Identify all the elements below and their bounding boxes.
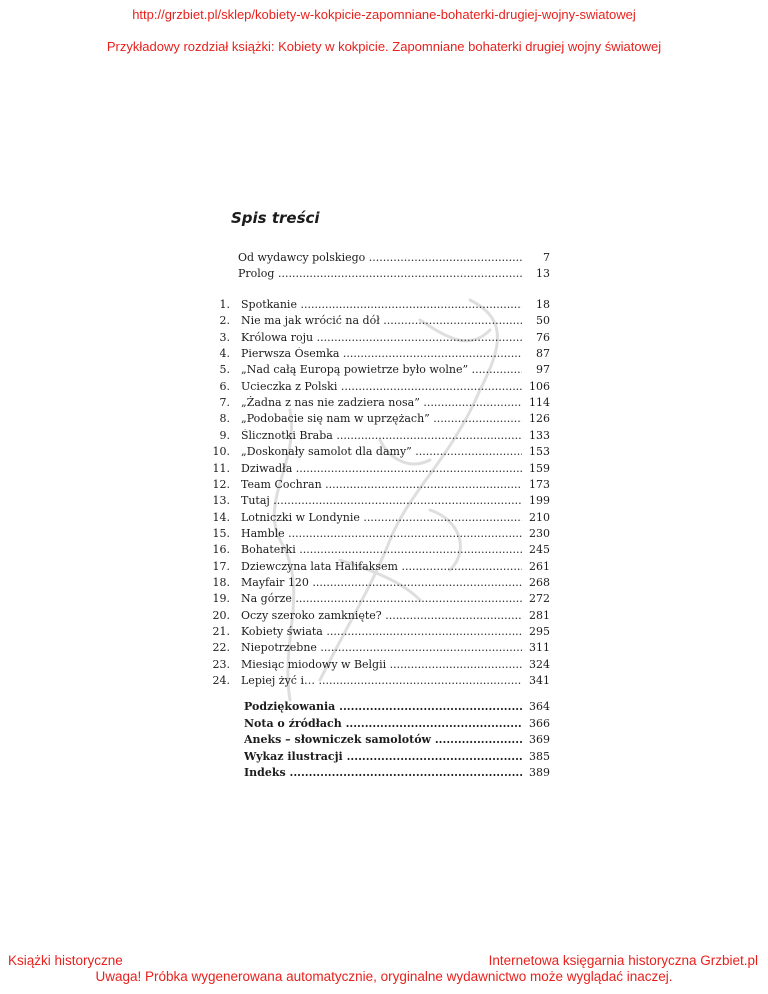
- footer-note: Uwaga! Próbka wygenerowana automatycznie, oryginalne wydawnictwo może wyglądać inaczej.: [95, 969, 673, 984]
- toc-entry-title: Bohaterki .....: [241, 543, 522, 557]
- toc-entry-title: „Żadna z nas nie zadziera nosa” .....: [241, 396, 522, 410]
- toc-entry-page: 126: [529, 412, 550, 426]
- toc-entry-page: 295: [529, 625, 550, 638]
- toc-entry-title: Nota o źródłach .....: [244, 717, 522, 731]
- toc-entry: [0, 267, 768, 281]
- toc-entry: [0, 717, 768, 731]
- toc-entry: [0, 380, 768, 394]
- toc-entry-page: 366: [529, 716, 550, 730]
- toc-entry-title: Miesiąc miodowy w Belgii .....: [241, 658, 522, 672]
- toc-entry-number: 3.: [219, 330, 230, 344]
- toc-entry: [0, 494, 768, 508]
- toc-entry-page: 106: [529, 379, 550, 393]
- sample-chapter-note: Przykładowy rozdział książki: Kobiety w kokpicie. Zapomniane bohaterki drugiej wojny światowej: [106, 39, 662, 54]
- toc-entry-title: Team Cochran .....: [241, 478, 522, 492]
- toc-entry: [0, 700, 768, 714]
- toc-entry: [0, 625, 768, 639]
- toc-entry-number: 22.: [212, 641, 230, 655]
- toc-entry: [0, 412, 768, 426]
- toc-entry: [0, 363, 768, 377]
- toc-entry-number: 11.: [212, 461, 230, 475]
- toc-entry-title: Dziwadła .....: [241, 462, 522, 476]
- toc-entry-title: „Doskonały samolot dla damy” .....: [241, 445, 522, 459]
- source-url: http://grzbiet.pl/sklep/kobiety-w-kokpicie-zapomniane-bohaterki-drugiej-wojny-swiatowej: [132, 7, 636, 22]
- toc-entry-number: 23.: [212, 657, 230, 671]
- toc-entry-page: 245: [529, 543, 550, 557]
- toc-entry: [0, 543, 768, 557]
- toc-entry-title: „Nad całą Europą powietrze było wolne” .....: [241, 363, 522, 377]
- toc-entry-number: 5.: [219, 363, 230, 377]
- toc-entry: [0, 445, 768, 459]
- toc-entry-page: 153: [529, 445, 550, 459]
- toc-entry-title: Ślicznotki Braba .....: [241, 429, 522, 443]
- toc-entry-page: 199: [529, 494, 550, 508]
- toc-entry-number: 17.: [212, 559, 230, 573]
- toc-entry-page: 272: [529, 592, 550, 606]
- toc-entry-page: 87: [536, 347, 550, 361]
- toc-entry-title: Mayfair 120 .....: [241, 576, 522, 590]
- toc-entry-title: Indeks .....: [244, 766, 522, 780]
- toc-entry: [0, 429, 768, 443]
- toc-entry-page: 311: [529, 641, 550, 655]
- toc-entry: [0, 314, 768, 328]
- toc-entry-number: 20.: [212, 608, 230, 622]
- toc-entry-number: 2.: [219, 314, 230, 328]
- toc-entry-page: 261: [529, 559, 550, 573]
- toc-entry-page: 159: [529, 461, 550, 475]
- toc-entry: [0, 674, 768, 688]
- toc-entry: [0, 331, 768, 345]
- toc-entry-title: Aneks – słowniczek samolotów .....: [244, 733, 522, 747]
- toc-entry-title: Lotniczki w Londynie .....: [241, 511, 522, 525]
- toc-entry-number: 24.: [212, 674, 230, 688]
- toc-entry: [0, 347, 768, 361]
- toc-entry: [0, 576, 768, 590]
- toc-entry: [0, 609, 768, 623]
- toc-entry-page: 13: [536, 267, 550, 280]
- toc-entry-title: Od wydawcy polskiego .....: [238, 251, 522, 265]
- toc-entry: [0, 462, 768, 476]
- toc-entry: [0, 733, 768, 747]
- toc-entry: [0, 641, 768, 655]
- toc-entry: [0, 658, 768, 672]
- toc-entry-page: 281: [529, 608, 550, 622]
- toc-entry-title: Podziękowania .....: [244, 700, 522, 714]
- toc-entry-page: 324: [529, 657, 550, 671]
- toc-entry-page: 97: [536, 363, 550, 377]
- toc-entry-page: 114: [529, 396, 550, 410]
- toc-entry-number: 12.: [212, 477, 230, 491]
- toc-entry-title: Królowa roju .....: [241, 331, 522, 345]
- toc-entry: [0, 511, 768, 525]
- toc-entry: [0, 527, 768, 541]
- toc-entry-title: Oczy szeroko zamknięte? .....: [241, 609, 522, 623]
- toc-entry-number: 4.: [219, 347, 230, 361]
- toc-title: Spis treści: [231, 209, 320, 227]
- toc-entry-page: 133: [529, 428, 550, 442]
- toc-entry: [0, 251, 768, 265]
- toc-entry-title: Tutaj .....: [241, 494, 522, 508]
- toc-entry-number: 14.: [212, 510, 230, 524]
- toc-entry-page: 385: [529, 749, 550, 763]
- toc-entry-number: 7.: [219, 396, 230, 410]
- toc-entry-title: Spotkanie .....: [241, 298, 522, 312]
- toc-entry-title: Pierwsza Ósemka .....: [241, 347, 522, 361]
- toc-entry: [0, 750, 768, 764]
- footer-right: Internetowa księgarnia historyczna Grzbiet.pl: [488, 953, 758, 968]
- toc-entry-title: Lepiej żyć i… .....: [241, 674, 522, 688]
- toc-entry-number: 9.: [219, 428, 230, 442]
- toc-entry-title: Hamble .....: [241, 527, 522, 541]
- toc-entry-number: 8.: [219, 412, 230, 426]
- toc-entry-title: Nie ma jak wrócić na dół .....: [241, 314, 522, 328]
- toc-entry: [0, 560, 768, 574]
- toc-entry-page: 18: [536, 298, 550, 311]
- toc-entry-number: 19.: [212, 592, 230, 606]
- footer-left: Książki historyczne: [8, 953, 123, 968]
- toc-entry-page: 389: [529, 766, 550, 779]
- toc-entry-page: 50: [536, 314, 550, 328]
- toc-entry-page: 369: [529, 733, 550, 746]
- toc-entry-page: 341: [529, 674, 550, 688]
- toc-entry-number: 18.: [212, 575, 230, 589]
- toc-entry-number: 15.: [212, 526, 230, 540]
- toc-entry-page: 7: [543, 251, 550, 264]
- toc-entry: [0, 478, 768, 492]
- toc-entry-number: 1.: [219, 298, 230, 311]
- toc-entry-title: Dziewczyna lata Halifaksem .....: [241, 560, 522, 574]
- toc-entry-title: Wykaz ilustracji .....: [244, 750, 522, 764]
- toc-entry: [0, 766, 768, 780]
- toc-entry-number: 10.: [212, 445, 230, 459]
- toc-entry-title: „Podobacie się nam w uprzężach” .....: [241, 412, 522, 426]
- toc-entry-page: 173: [529, 477, 550, 491]
- toc-entry-number: 21.: [212, 625, 230, 638]
- toc-entry: [0, 592, 768, 606]
- toc-entry-title: Na górze .....: [241, 592, 522, 606]
- toc-entry-number: 13.: [212, 494, 230, 508]
- toc-entry-title: Kobiety świata .....: [241, 625, 522, 639]
- toc-entry-title: Prolog .....: [238, 267, 522, 281]
- toc-entry-title: Ucieczka z Polski .....: [241, 380, 522, 394]
- toc-entry-page: 210: [529, 510, 550, 524]
- toc-entry: [0, 396, 768, 410]
- toc-entry-number: 6.: [219, 379, 230, 393]
- toc-entry-number: 16.: [212, 543, 230, 557]
- toc-entry-title: Niepotrzebne .....: [241, 641, 522, 655]
- toc-entry-page: 268: [529, 575, 550, 589]
- toc-entry-page: 364: [529, 700, 550, 713]
- toc-entry: [0, 298, 768, 312]
- toc-entry-page: 230: [529, 526, 550, 540]
- toc-entry-page: 76: [536, 330, 550, 344]
